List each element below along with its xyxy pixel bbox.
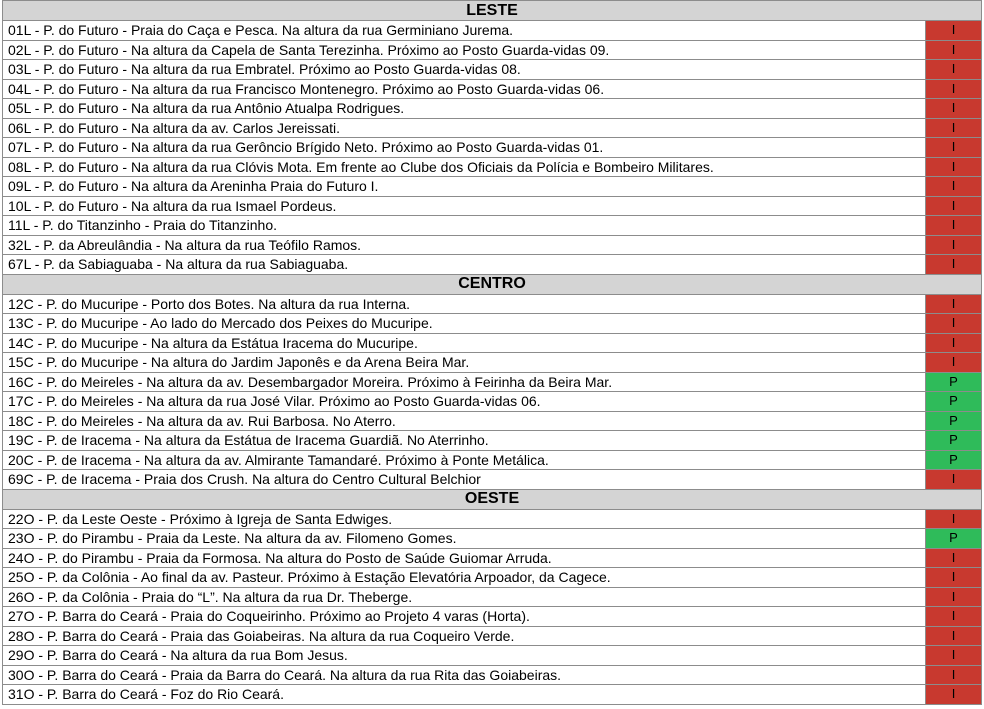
status-badge: I <box>926 685 982 705</box>
section-header-row <box>3 489 982 509</box>
beach-point-description: 28O - P. Barra do Ceará - Praia das Goiabeiras. Na altura da rua Coqueiro Verde. <box>3 626 926 646</box>
table-row <box>3 138 982 158</box>
beach-point-description: 01L - P. do Futuro - Praia do Caça e Pesca. Na altura da rua Germiniano Jurema. <box>3 21 926 41</box>
section-title: CENTRO <box>3 274 982 294</box>
table-row <box>3 21 982 41</box>
section-header-row <box>3 274 982 294</box>
beach-point-description: 26O - P. da Colônia - Praia do “L”. Na altura da rua Dr. Theberge. <box>3 587 926 607</box>
status-badge: P <box>926 529 982 549</box>
status-badge: I <box>926 216 982 236</box>
table-row <box>3 333 982 353</box>
section-title: LESTE <box>3 1 982 21</box>
table-row <box>3 353 982 373</box>
beach-point-description: 05L - P. do Futuro - Na altura da rua Antônio Atualpa Rodrigues. <box>3 99 926 119</box>
table-row <box>3 372 982 392</box>
table-row <box>3 294 982 314</box>
status-badge: I <box>926 646 982 666</box>
status-badge: P <box>926 392 982 412</box>
status-badge: I <box>926 255 982 275</box>
status-badge: I <box>926 314 982 334</box>
status-badge: I <box>926 21 982 41</box>
beach-point-description: 30O - P. Barra do Ceará - Praia da Barra do Ceará. Na altura da rua Rita das Goiabeiras. <box>3 665 926 685</box>
table-row <box>3 99 982 119</box>
beach-point-description: 11L - P. do Titanzinho - Praia do Titanzinho. <box>3 216 926 236</box>
beach-point-description: 03L - P. do Futuro - Na altura da rua Embratel. Próximo ao Posto Guarda-vidas 08. <box>3 60 926 80</box>
table-row <box>3 665 982 685</box>
status-badge: I <box>926 60 982 80</box>
table-row <box>3 177 982 197</box>
status-badge: I <box>926 333 982 353</box>
table-row <box>3 607 982 627</box>
table-row <box>3 685 982 705</box>
beach-point-description: 12C - P. do Mucuripe - Porto dos Botes. Na altura da rua Interna. <box>3 294 926 314</box>
beach-point-description: 18C - P. do Meireles - Na altura da av. Rui Barbosa. No Aterro. <box>3 411 926 431</box>
balneability-table <box>2 0 982 705</box>
table-row <box>3 431 982 451</box>
table-row <box>3 509 982 529</box>
status-badge: I <box>926 509 982 529</box>
status-badge: I <box>926 40 982 60</box>
status-badge: I <box>926 607 982 627</box>
status-badge: P <box>926 450 982 470</box>
status-badge: I <box>926 294 982 314</box>
table-row <box>3 79 982 99</box>
table-row <box>3 568 982 588</box>
table-row <box>3 392 982 412</box>
beach-point-description: 23O - P. do Pirambu - Praia da Leste. Na altura da av. Filomeno Gomes. <box>3 529 926 549</box>
table-row <box>3 255 982 275</box>
table-row <box>3 646 982 666</box>
table-row <box>3 216 982 236</box>
beach-point-description: 14C - P. do Mucuripe - Na altura da Estátua Iracema do Mucuripe. <box>3 333 926 353</box>
beach-point-description: 27O - P. Barra do Ceará - Praia do Coqueirinho. Próximo ao Projeto 4 varas (Horta). <box>3 607 926 627</box>
status-badge: P <box>926 372 982 392</box>
table-row <box>3 529 982 549</box>
beach-point-description: 32L - P. da Abreulândia - Na altura da rua Teófilo Ramos. <box>3 235 926 255</box>
beach-point-description: 15C - P. do Mucuripe - Na altura do Jardim Japonês e da Arena Beira Mar. <box>3 353 926 373</box>
beach-point-description: 08L - P. do Futuro - Na altura da rua Clóvis Mota. Em frente ao Clube dos Oficiais da Polícia e Bombeiro Militares. <box>3 157 926 177</box>
status-badge: I <box>926 587 982 607</box>
status-badge: I <box>926 665 982 685</box>
table-row <box>3 157 982 177</box>
status-badge: I <box>926 99 982 119</box>
table-row <box>3 60 982 80</box>
status-badge: I <box>926 470 982 490</box>
table-row <box>3 40 982 60</box>
beach-point-description: 69C - P. de Iracema - Praia dos Crush. Na altura do Centro Cultural Belchior <box>3 470 926 490</box>
beach-point-description: 09L - P. do Futuro - Na altura da Areninha Praia do Futuro I. <box>3 177 926 197</box>
beach-point-description: 22O - P. da Leste Oeste - Próximo à Igreja de Santa Edwiges. <box>3 509 926 529</box>
table-row <box>3 626 982 646</box>
table-row <box>3 470 982 490</box>
beach-point-description: 02L - P. do Futuro - Na altura da Capela de Santa Terezinha. Próximo ao Posto Guarda-vidas 09. <box>3 40 926 60</box>
status-badge: I <box>926 626 982 646</box>
table-row <box>3 587 982 607</box>
status-badge: I <box>926 138 982 158</box>
beach-point-description: 07L - P. do Futuro - Na altura da rua Gerôncio Brígido Neto. Próximo ao Posto Guarda-vidas 01. <box>3 138 926 158</box>
status-badge: P <box>926 431 982 451</box>
beach-point-description: 25O - P. da Colônia - Ao final da av. Pasteur. Próximo à Estação Elevatória Arpoador, da Cagece. <box>3 568 926 588</box>
section-header-row <box>3 1 982 21</box>
status-badge: I <box>926 118 982 138</box>
status-badge: I <box>926 353 982 373</box>
status-badge: I <box>926 568 982 588</box>
status-badge: I <box>926 177 982 197</box>
status-badge: I <box>926 235 982 255</box>
beach-point-description: 04L - P. do Futuro - Na altura da rua Francisco Montenegro. Próximo ao Posto Guarda-vidas 06. <box>3 79 926 99</box>
beach-point-description: 10L - P. do Futuro - Na altura da rua Ismael Pordeus. <box>3 196 926 216</box>
section-title: OESTE <box>3 489 982 509</box>
beach-point-description: 20C - P. de Iracema - Na altura da av. Almirante Tamandaré. Próximo à Ponte Metálica. <box>3 450 926 470</box>
table-body <box>3 1 982 705</box>
table-row <box>3 548 982 568</box>
beach-point-description: 24O - P. do Pirambu - Praia da Formosa. Na altura do Posto de Saúde Guiomar Arruda. <box>3 548 926 568</box>
status-badge: I <box>926 196 982 216</box>
table-row <box>3 118 982 138</box>
beach-point-description: 29O - P. Barra do Ceará - Na altura da rua Bom Jesus. <box>3 646 926 666</box>
table-row <box>3 411 982 431</box>
beach-point-description: 06L - P. do Futuro - Na altura da av. Carlos Jereissati. <box>3 118 926 138</box>
table-row <box>3 235 982 255</box>
beach-point-description: 16C - P. do Meireles - Na altura da av. Desembargador Moreira. Próximo à Feirinha da Beira Mar. <box>3 372 926 392</box>
table-row <box>3 450 982 470</box>
status-badge: I <box>926 548 982 568</box>
beach-point-description: 31O - P. Barra do Ceará - Foz do Rio Ceará. <box>3 685 926 705</box>
status-badge: I <box>926 157 982 177</box>
table-row <box>3 314 982 334</box>
status-badge: I <box>926 79 982 99</box>
beach-point-description: 19C - P. de Iracema - Na altura da Estátua de Iracema Guardiã. No Aterrinho. <box>3 431 926 451</box>
beach-point-description: 13C - P. do Mucuripe - Ao lado do Mercado dos Peixes do Mucuripe. <box>3 314 926 334</box>
status-badge: P <box>926 411 982 431</box>
beach-point-description: 17C - P. do Meireles - Na altura da rua José Vilar. Próximo ao Posto Guarda-vidas 06. <box>3 392 926 412</box>
table-row <box>3 196 982 216</box>
beach-point-description: 67L - P. da Sabiaguaba - Na altura da rua Sabiaguaba. <box>3 255 926 275</box>
